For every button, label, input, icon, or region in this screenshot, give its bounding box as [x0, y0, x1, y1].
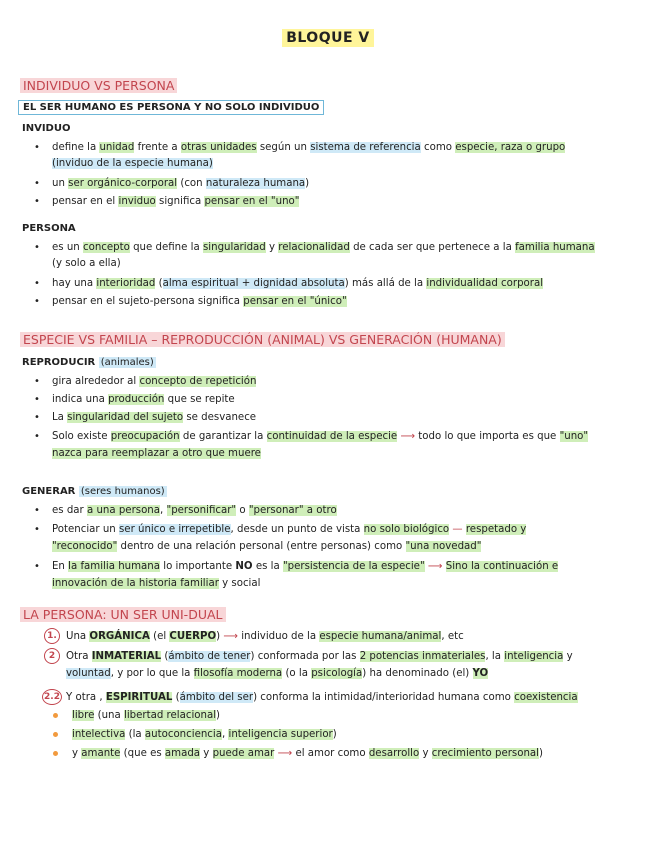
bullet-dot: •: [34, 524, 40, 535]
bullet-dot: •: [34, 142, 40, 153]
subheading-individuo: INVIDUO: [22, 123, 71, 134]
bullet-dot: •: [34, 178, 40, 189]
orange-bullet: [53, 732, 58, 737]
subheading-generar: GENERAR (seres humanos): [22, 486, 165, 497]
bullet-dot: •: [34, 394, 40, 405]
reproducir-bullet-4-line-2: nazca para reemplazar a otro que muere: [52, 448, 261, 459]
bullet-dot: •: [34, 296, 40, 307]
section-heading-individuo-vs-persona: INDIVIDUO VS PERSONA: [20, 78, 177, 93]
generar-bullet-1: es dar a una persona, "personificar" o "personar" a otro: [52, 505, 337, 516]
subheading-reproducir: REPRODUCIR (animales): [22, 357, 154, 368]
reproducir-bullet-1: gira alrededor al concepto de repetición: [52, 376, 257, 387]
bullet-dot: •: [34, 196, 40, 207]
espiritual-sub-3: y amante (que es amada y puede amar ⟶ el amor como desarrollo y crecimiento personal): [72, 748, 543, 759]
persona-bullet-2: hay una interioridad (alma espiritual + dignidad absoluta) más allá de la individualidad corporal: [52, 278, 544, 289]
generar-bullet-3: En la familia humana lo importante NO es la "persistencia de la especie" ⟶ Sino la continuación e: [52, 561, 559, 572]
persona-item-1: Una ORGÁNICA (el CUERPO) ⟶ individuo de la especie humana/animal, etc: [66, 631, 464, 642]
bullet-dot: •: [34, 505, 40, 516]
reproducir-bullet-2: indica una producción que se repite: [52, 394, 235, 405]
section-heading-especie-vs-familia: ESPECIE VS FAMILIA – REPRODUCCIÓN (ANIMAL) VS GENERACIÓN (HUMANA): [20, 332, 505, 347]
reproducir-bullet-4: Solo existe preocupación de garantizar la continuidad de la especie ⟶ todo lo que importa es que "uno": [52, 431, 589, 442]
reproducir-bullet-3: La singularidad del sujeto se desvanece: [52, 412, 257, 423]
bullet-dot: •: [34, 412, 40, 423]
item-number-2-2: 2.2: [42, 689, 62, 705]
persona-bullet-1: es un concepto que define la singularidad y relacionalidad de cada ser que pertenece a la familia humana: [52, 242, 595, 253]
espiritual-sub-2: intelectiva (la autoconciencia, inteligencia superior): [72, 729, 337, 740]
generar-bullet-2-line-2: "reconocido" dentro de una relación personal (entre personas) como "una novedad": [52, 541, 482, 552]
item-number-1: 1.: [44, 628, 60, 644]
bullet-dot: •: [34, 561, 40, 572]
persona-item-2-2: Y otra , ESPIRITUAL (ámbito del ser) conforma la intimidad/interioridad humana como coexistencia: [66, 692, 578, 703]
generar-bullet-2: Potenciar un ser único e irrepetible, desde un punto de vista no solo biológico — respetado y: [52, 524, 527, 535]
individuo-bullet-3: pensar en el inviduo significa pensar en el "uno": [52, 196, 300, 207]
subheading-persona: PERSONA: [22, 223, 76, 234]
bullet-dot: •: [34, 431, 40, 442]
persona-bullet-1-line-2: (y solo a ella): [52, 258, 121, 269]
espiritual-sub-1: libre (una libertad relacional): [72, 710, 221, 721]
generar-bullet-3-line-2: innovación de la historia familiar y social: [52, 578, 261, 589]
boxed-statement: EL SER HUMANO ES PERSONA Y NO SOLO INDIVIDUO: [18, 100, 324, 115]
bullet-dot: •: [34, 242, 40, 253]
individuo-bullet-2: un ser orgánico-corporal (con naturaleza humana): [52, 178, 310, 189]
orange-bullet: [53, 713, 58, 718]
individuo-bullet-1-line-2: (inviduo de la especie humana): [52, 158, 213, 169]
persona-item-2-line-2: voluntad, y por lo que la filosofía moderna (o la psicología) ha denominado (el) YO: [66, 668, 489, 679]
persona-bullet-3: pensar en el sujeto-persona significa pensar en el "único": [52, 296, 347, 307]
section-heading-persona-uni-dual: LA PERSONA: UN SER UNI-DUAL: [20, 607, 226, 622]
bullet-dot: •: [34, 278, 40, 289]
page-title: BLOQUE V: [0, 27, 656, 46]
orange-bullet: [53, 751, 58, 756]
persona-item-2: Otra INMATERIAL (ámbito de tener) conformada por las 2 potencias inmateriales, la inteligencia y: [66, 651, 573, 662]
bullet-dot: •: [34, 376, 40, 387]
individuo-bullet-1: define la unidad frente a otras unidades según un sistema de referencia como especie, raza o grupo: [52, 142, 566, 153]
item-number-2: 2: [44, 648, 60, 664]
